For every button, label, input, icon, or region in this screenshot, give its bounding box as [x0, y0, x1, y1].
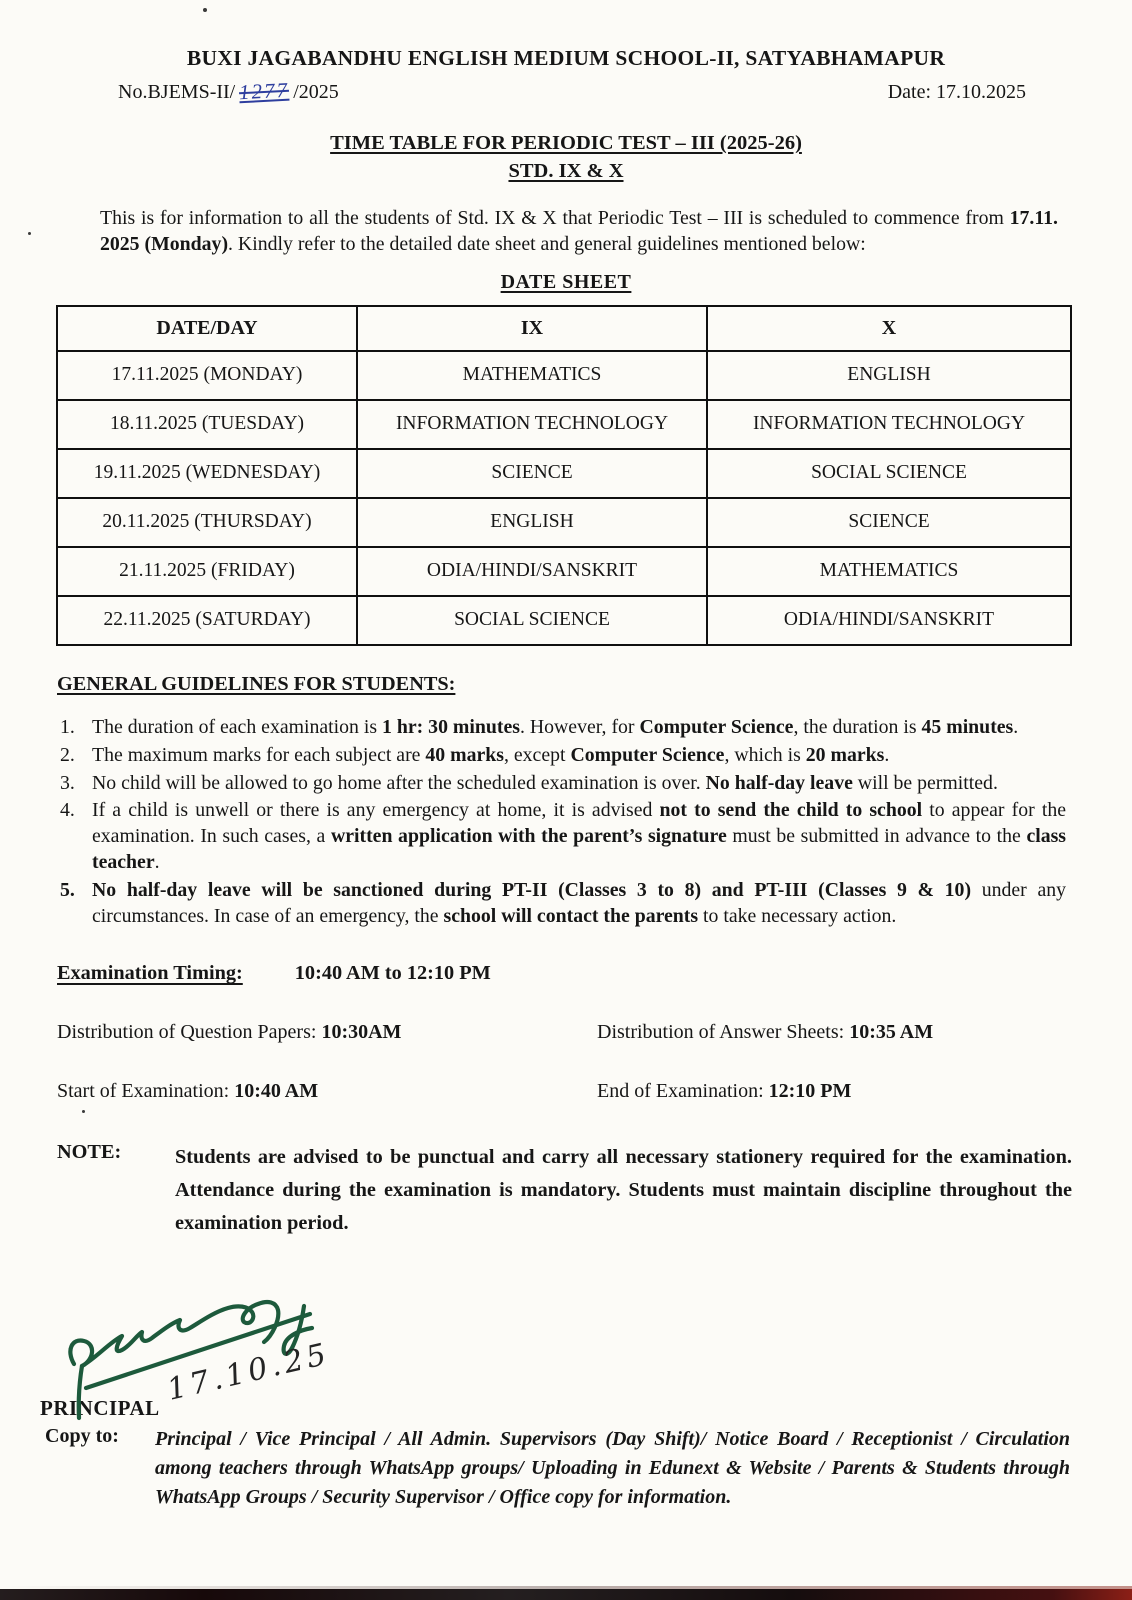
copy-to-text: Principal / Vice Principal / All Admin. Supervisors (Day Shift)/ Notice Board / Receptionist / Circulation among teachers through WhatsApp groups/ Uploading in Edunext & Website / Parents & Students through WhatsApp Groups / Security Supervisor / Office copy for information. — [155, 1427, 1070, 1509]
answer-sheets-label: Distribution of Answer Sheets: — [597, 1021, 850, 1044]
answer-sheets-value: 10:35 AM — [849, 1021, 934, 1044]
cell-date: 21.11.2025 (FRIDAY) — [57, 547, 357, 596]
guidelines-heading: GENERAL GUIDELINES FOR STUDENTS: — [57, 672, 456, 695]
cell-subject-ix: SCIENCE — [357, 449, 707, 498]
table-row — [57, 400, 1071, 449]
school-name: BUXI JAGABANDHU ENGLISH MEDIUM SCHOOL-II, SATYABHAMAPUR — [186, 46, 946, 70]
document-subtitle: STD. IX & X — [508, 160, 624, 182]
reference-row — [118, 79, 1026, 104]
cell-subject-ix: SOCIAL SCIENCE — [357, 596, 707, 645]
question-papers-value: 10:30AM — [321, 1021, 402, 1044]
guideline-text: The maximum marks for each subject are 40 marks, except Computer Science, which is 20 marks. — [92, 743, 890, 766]
copy-to-label: Copy to: — [45, 1424, 119, 1447]
signature-descender — [79, 1366, 82, 1418]
start-value: 10:40 AM — [234, 1080, 319, 1103]
guideline-number: 3. — [60, 771, 75, 794]
cell-subject-x: INFORMATION TECHNOLOGY — [707, 400, 1071, 449]
guidelines-list — [60, 715, 1066, 930]
guideline-item-3 — [60, 771, 1066, 797]
examination-timing-label: Examination Timing: — [57, 962, 243, 985]
cell-subject-x: ENGLISH — [707, 351, 1071, 400]
signature-block — [0, 1292, 1132, 1410]
guideline-text: No half-day leave will be sanctioned during PT-II (Classes 3 to 8) and PT-III (Classes 9 & 10) under any circumstances. In case of an emergency, the school will contact the parents to take necessary action. — [92, 879, 1066, 928]
note-label: NOTE: — [57, 1141, 122, 1164]
cell-date: 17.11.2025 (MONDAY) — [57, 351, 357, 400]
cell-subject-ix: MATHEMATICS — [357, 351, 707, 400]
guideline-item-5 — [60, 878, 1066, 930]
principal-label: PRINCIPAL — [40, 1395, 160, 1420]
cell-date: 18.11.2025 (TUESDAY) — [57, 400, 357, 449]
end-value: 12:10 PM — [768, 1080, 852, 1103]
guideline-number: 2. — [60, 743, 75, 766]
table-row — [57, 498, 1071, 547]
distribution-row — [57, 1021, 1132, 1044]
guideline-item-2 — [60, 743, 1066, 769]
guideline-number: 1. — [60, 715, 75, 738]
answer-sheets-timing — [597, 1021, 933, 1044]
guideline-item-1 — [60, 715, 1066, 741]
table-row — [57, 449, 1071, 498]
scan-speck — [28, 232, 31, 235]
table-row — [57, 351, 1071, 400]
table-row — [57, 596, 1071, 645]
cell-subject-x: MATHEMATICS — [707, 547, 1071, 596]
examination-timing-value: 10:40 AM to 12:10 PM — [294, 962, 491, 985]
signature-date: 17.10.25 — [163, 1336, 334, 1408]
cell-date: 19.11.2025 (WEDNESDAY) — [57, 449, 357, 498]
start-of-examination — [57, 1080, 597, 1103]
cell-subject-ix: INFORMATION TECHNOLOGY — [357, 400, 707, 449]
cell-date: 22.11.2025 (SATURDAY) — [57, 596, 357, 645]
reference-suffix: /2025 — [293, 81, 339, 103]
question-papers-label: Distribution of Question Papers: — [57, 1021, 322, 1044]
copy-to-section — [45, 1425, 1070, 1513]
scan-edge-bar — [0, 1589, 1132, 1600]
handwritten-ref-number: 1277 — [238, 77, 290, 105]
guideline-text: The duration of each examination is 1 hr: 30 minutes. However, for Computer Science, the duration is 45 minutes. — [92, 715, 1019, 738]
document-title: TIME TABLE FOR PERIODIC TEST – III (2025-26) — [330, 132, 802, 154]
column-header-date-day: DATE/DAY — [57, 306, 357, 351]
date-sheet-table — [56, 305, 1072, 646]
date-sheet-heading: DATE SHEET — [500, 270, 632, 293]
cell-subject-x: SCIENCE — [707, 498, 1071, 547]
intro-paragraph: This is for information to all the students of Std. IX & X that Periodic Test – III is scheduled to commence from 17.11. 2025 (Monday). Kindly refer to the detailed date sheet and general guidelines mentioned below: — [100, 207, 1058, 256]
question-papers-timing — [57, 1021, 597, 1044]
issue-date: Date: 17.10.2025 — [887, 81, 1026, 103]
column-header-x: X — [707, 306, 1071, 351]
scan-speck — [203, 8, 207, 12]
cell-subject-ix: ENGLISH — [357, 498, 707, 547]
principal-signature — [52, 1292, 382, 1422]
end-label: End of Examination: — [597, 1080, 769, 1103]
cell-date: 20.11.2025 (THURSDAY) — [57, 498, 357, 547]
cell-subject-ix: ODIA/HINDI/SANSKRIT — [357, 547, 707, 596]
column-header-ix: IX — [357, 306, 707, 351]
guideline-number: 5. — [60, 879, 75, 902]
table-row — [57, 547, 1071, 596]
cell-subject-x: SOCIAL SCIENCE — [707, 449, 1071, 498]
cell-subject-x: ODIA/HINDI/SANSKRIT — [707, 596, 1071, 645]
reference-prefix: No.BJEMS-II/ — [118, 81, 236, 103]
start-label: Start of Examination: — [57, 1080, 235, 1103]
end-of-examination — [597, 1080, 851, 1103]
guideline-text: No child will be allowed to go home after the scheduled examination is over. No half-day leave will be permitted. — [92, 771, 998, 794]
start-end-row — [57, 1080, 1132, 1103]
guideline-item-4 — [60, 798, 1066, 876]
note-text: Students are advised to be punctual and carry all necessary stationery required for the examination. Attendance during the examination is mandatory. Students must maintain discipline throughout the examination period. — [175, 1146, 1072, 1234]
examination-timing-row — [57, 962, 1132, 985]
reference-number — [118, 79, 339, 104]
guideline-text: If a child is unwell or there is any emergency at home, it is advised not to send the child to school to appear for the examination. In such cases, a written application with the parent’s signature must be submitted in advance to the class teacher. — [92, 799, 1066, 874]
scan-speck — [82, 1110, 85, 1113]
guideline-number: 4. — [60, 799, 75, 822]
table-header-row — [57, 306, 1071, 351]
note-section — [57, 1141, 1072, 1240]
